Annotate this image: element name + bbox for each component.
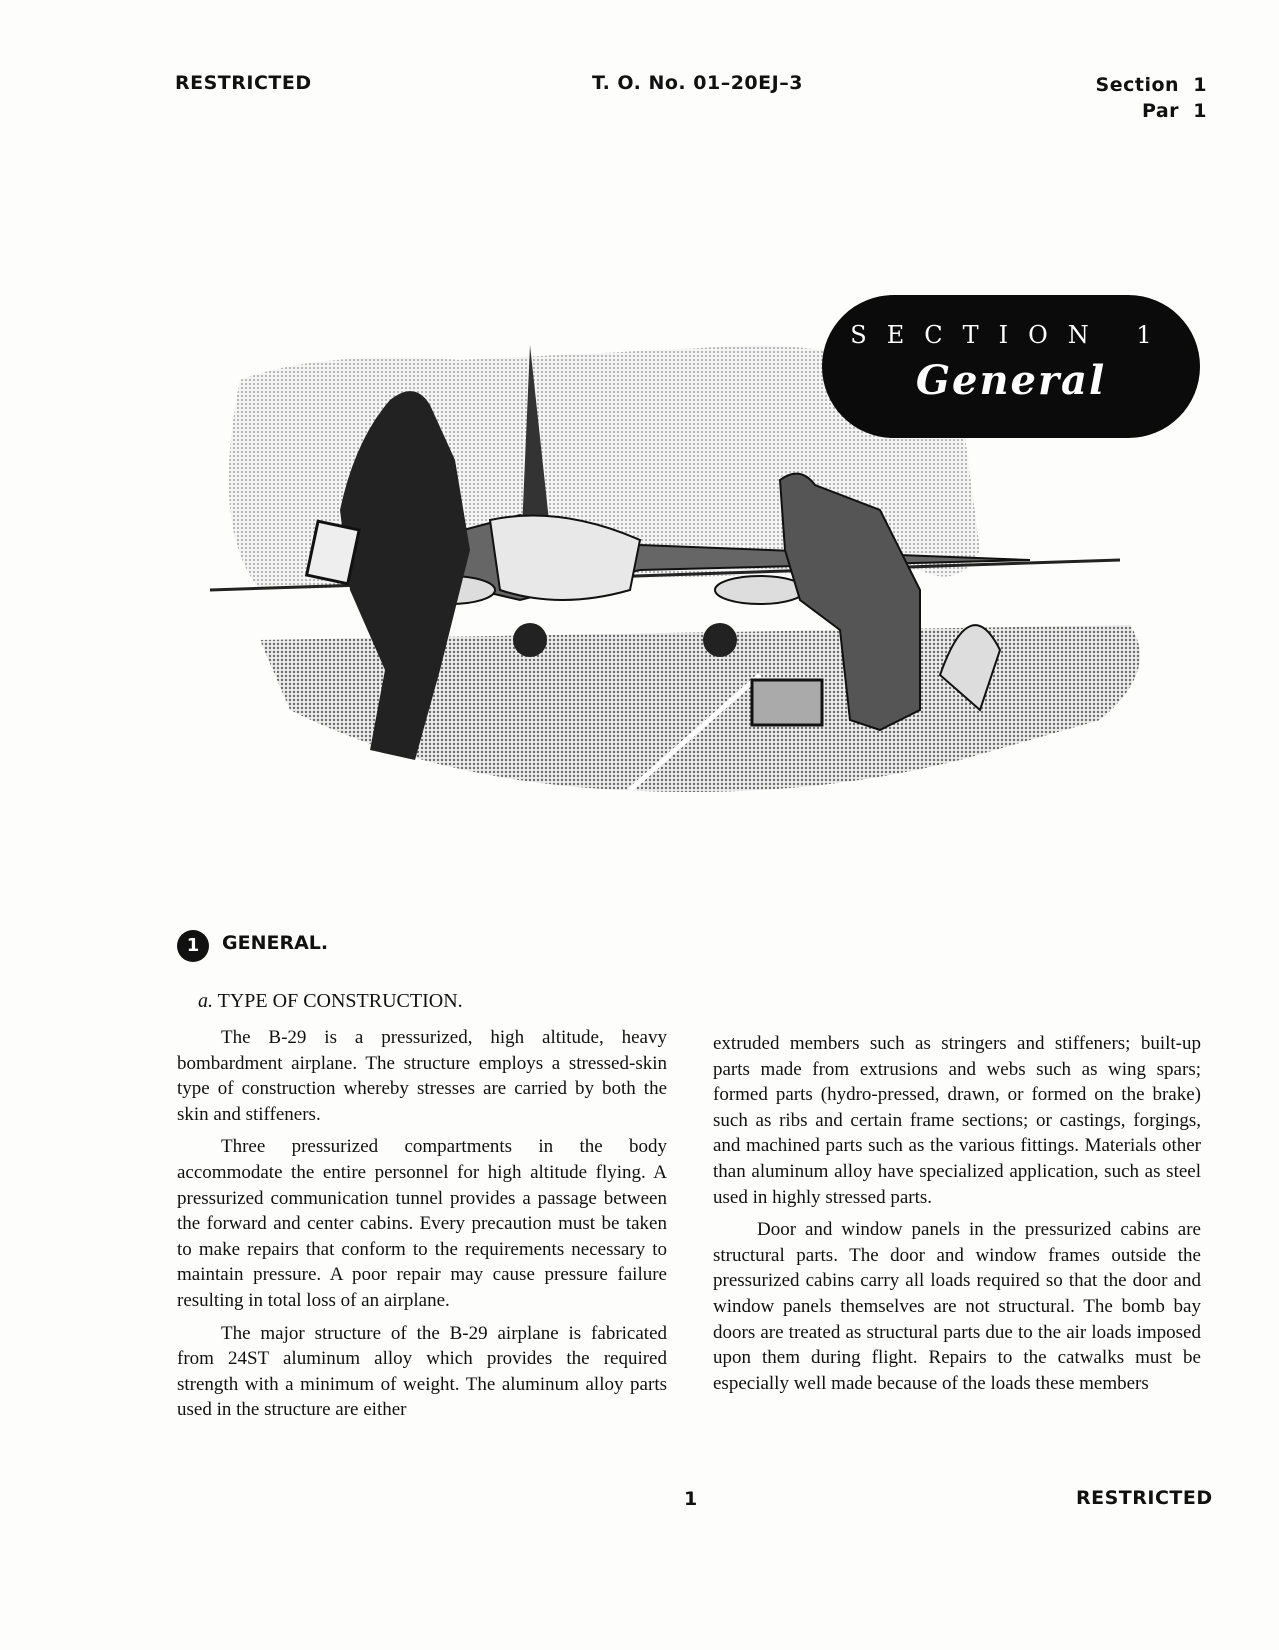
body-column-right [713, 1031, 1201, 1403]
header-classification: RESTRICTED [175, 72, 312, 94]
header-section-ref [1096, 72, 1207, 124]
section-badge [822, 295, 1200, 438]
landing-gear-left [513, 623, 547, 657]
section-label: SECTION 1 [850, 321, 1172, 349]
header-doc-number: T. O. No. 01–20EJ–3 [592, 72, 803, 94]
subheading [198, 990, 463, 1013]
body-paragraph: The major structure of the B-29 airplane is fabricated from 24ST aluminum alloy which provides the required strength with a minimum of weight. The aluminum alloy parts used in the structure are either [177, 1322, 667, 1421]
footer-classification: RESTRICTED [1076, 1487, 1213, 1509]
body-paragraph: extruded members such as stringers and stiffeners; built-up parts made from extrusions and webs such as wing spars; formed parts (hydro-pressed, drawn, or formed on the brake) such as ribs and certain frame sections; or castings, forgings, and machined parts such as the various fittings. Materials other than aluminum alloy have specialized application, such as steel used in highly stressed parts. [713, 1033, 1201, 1208]
header-par-label: Par 1 [1141, 100, 1207, 122]
body-paragraph: The B-29 is a pressurized, high altitude, heavy bombardment airplane. The structure employs a stressed-skin type of construction whereby stresses are carried by both the skin and stiffeners. [177, 1027, 667, 1125]
header-section-label: Section 1 [1095, 74, 1207, 96]
paragraph-heading: GENERAL. [222, 932, 329, 954]
subheading-text: TYPE OF CONSTRUCTION. [217, 990, 463, 1012]
subheading-letter: a. [198, 990, 213, 1012]
page-number: 1 [684, 1488, 698, 1510]
engine-nacelle-right [715, 576, 805, 604]
paragraph-number-badge: 1 [177, 930, 209, 962]
body-paragraph: Door and window panels in the pressurized cabins are structural parts. The door and window frames outside the pressurized cabins carry all loads required so that the door and window panels themselves are not structural. The bomb bay doors are treated as structural parts due to the air loads imposed upon them during flight. Repairs to the catwalks must be especially well made because of the loads these members [713, 1219, 1201, 1394]
section-title: General [915, 357, 1107, 404]
body-column-left [177, 1025, 667, 1430]
body-paragraph: Three pressurized compartments in the body accommodate the entire personnel for high altitude flying. A pressurized communication tunnel provides a passage between the forward and center cabins. Every precaution must be taken to make repairs that conform to the requirements necessary to maintain pressure. A poor repair may cause pressure failure resulting in total loss of an airplane. [177, 1136, 667, 1311]
mechanic-right-toolbox [752, 680, 822, 725]
landing-gear-right [703, 623, 737, 657]
